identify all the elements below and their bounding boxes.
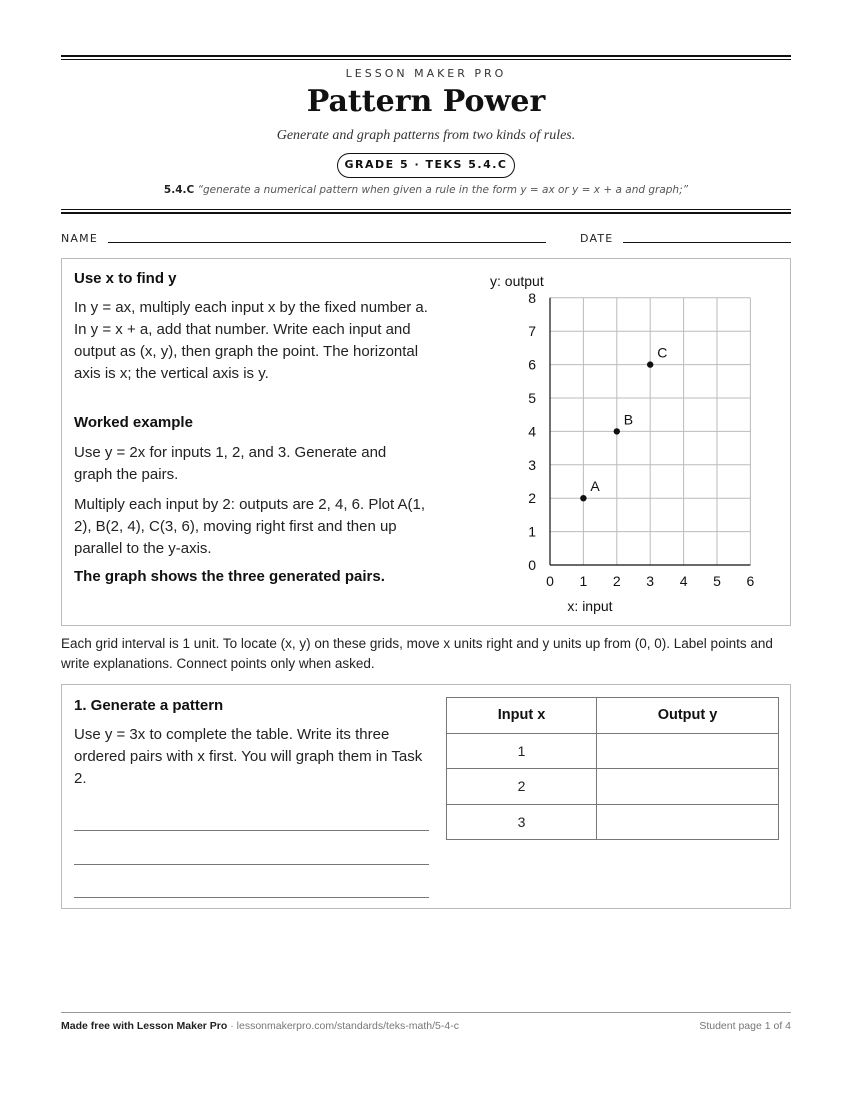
grade-badge: GRADE 5 · TEKS 5.4.C: [337, 153, 515, 178]
y-tick-label: 2: [528, 490, 536, 507]
task-1-heading: 1. Generate a pattern: [74, 697, 224, 714]
date-field[interactable]: [623, 242, 791, 243]
top-rule: [61, 55, 791, 57]
input-output-table: [446, 697, 779, 840]
y-tick-label: 8: [528, 289, 536, 306]
brand-label: LESSON MAKER PRO: [345, 67, 507, 80]
x-tick-label: 1: [579, 573, 588, 589]
output-cell[interactable]: [597, 733, 779, 769]
name-field[interactable]: [108, 242, 546, 243]
name-label: NAME: [61, 232, 98, 245]
y-tick-label: 3: [528, 456, 536, 473]
point-label-a: A: [590, 478, 600, 495]
y-tick-label: 1: [528, 523, 536, 540]
y-tick-label: 5: [528, 390, 536, 406]
input-cell: 3: [447, 804, 597, 840]
x-tick-label: 4: [679, 573, 688, 589]
answer-line-2[interactable]: [74, 864, 429, 865]
output-cell[interactable]: [597, 769, 779, 805]
header-rule: [61, 212, 791, 214]
worked-example-heading: Worked example: [74, 414, 193, 431]
column-header-input: Input x: [447, 698, 597, 734]
x-tick-label: 0: [546, 573, 554, 589]
task-1-box: [61, 684, 791, 909]
y-axis-label: y: output: [490, 273, 544, 289]
answer-line-1[interactable]: [74, 830, 429, 831]
x-tick-label: 2: [612, 573, 621, 589]
data-point-a: [580, 495, 586, 501]
y-tick-label: 6: [528, 356, 536, 373]
footer: [61, 1020, 791, 1032]
date-label: DATE: [580, 232, 614, 245]
example-heading: Use x to find y: [74, 270, 177, 287]
page-title: Pattern Power: [306, 84, 546, 119]
task-1-instructions: Use y = 3x to complete the table. Write its three ordered pairs with x first. You will graph them in Task 2.: [74, 726, 423, 787]
standard-text: “generate a numerical pattern when given a rule in the form y = ax or y = x + a and graph;”: [197, 184, 689, 196]
point-label-c: C: [657, 344, 668, 361]
page-number: Student page 1 of 4: [699, 1020, 791, 1032]
point-label-b: B: [623, 411, 634, 428]
header-rule-thin: [61, 209, 791, 210]
x-tick-label: 3: [646, 573, 655, 589]
standard-statement: [61, 184, 791, 196]
y-tick-label: 4: [528, 423, 536, 440]
worked-example-problem: Use y = 2x for inputs 1, 2, and 3. Generate and graph the pairs.: [74, 444, 387, 483]
standard-code: 5.4.C: [163, 184, 195, 196]
data-point-b: [614, 428, 620, 434]
coordinate-graph: [452, 259, 755, 625]
worked-example-solution: Multiply each input by 2: outputs are 2, 4, 6. Plot A(1, 2), B(2, 4), C(3, 6), moving right first and then up parallel to the y-axis.: [74, 496, 426, 557]
worked-example-conclusion: The graph shows the three generated pairs.: [74, 568, 385, 585]
x-tick-label: 6: [746, 573, 755, 589]
grid-note: Each grid interval is 1 unit. To locate (x, y) on these grids, move x units right and y units up from (0, 0). Label points and write explanations. Connect points only when asked.: [61, 636, 773, 671]
data-point-c: [647, 361, 653, 367]
footer-credit: Made free with Lesson Maker Pro: [61, 1020, 228, 1032]
table-row: [447, 804, 779, 840]
table-header-row: [447, 698, 779, 734]
input-cell: 1: [447, 733, 597, 769]
output-cell[interactable]: [597, 804, 779, 840]
footer-rule: [61, 1012, 791, 1013]
y-tick-label: 7: [528, 323, 536, 340]
table-row: [447, 733, 779, 769]
page-subtitle: Generate and graph patterns from two kinds of rules.: [276, 128, 576, 143]
top-rule-thin: [61, 59, 791, 60]
table-row: [447, 769, 779, 805]
answer-line-3[interactable]: [74, 897, 429, 898]
column-header-output: Output y: [597, 698, 779, 734]
y-tick-label: 0: [528, 557, 536, 573]
input-cell: 2: [447, 769, 597, 805]
footer-link[interactable]: · lessonmakerpro.com/standards/teks-math/5-4-c: [227, 1020, 459, 1032]
example-box: [61, 258, 791, 626]
x-axis-label: x: input: [567, 598, 613, 614]
x-tick-label: 5: [713, 573, 721, 589]
example-intro: In y = ax, multiply each input x by the fixed number a. In y = x + a, add that number. Write each input and output as (x, y), then graph the point. The horizontal axis is x; the vertical axis is y.: [74, 299, 428, 382]
worksheet-page: [61, 0, 791, 1100]
